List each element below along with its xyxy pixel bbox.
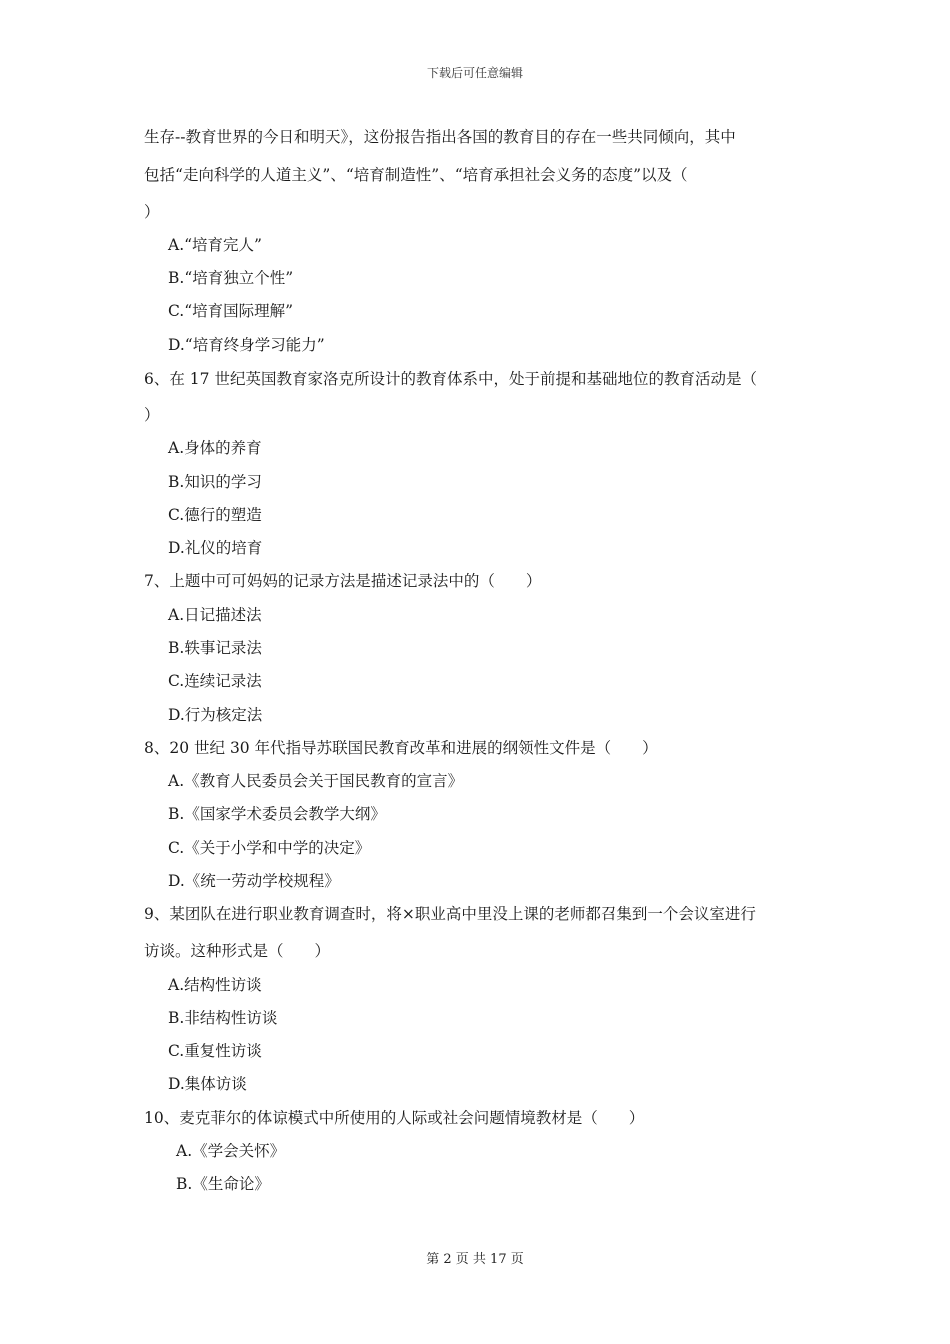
question-9: 9、某团队在进行职业教育调查时，将×职业高中里没上课的老师都召集到一个会议室进行 <box>144 905 756 923</box>
option-a: A.身体的养育 <box>168 439 262 457</box>
option-b: B.《国家学术委员会教学大纲》 <box>168 805 386 823</box>
option-d: D.行为核定法 <box>168 706 263 724</box>
question-9-continuation: 访谈。这种形式是（ ） <box>144 942 331 960</box>
question-8: 8、20 世纪 30 年代指导苏联国民教育改革和进展的纲领性文件是（ ） <box>144 739 658 757</box>
option-d: D.《统一劳动学校规程》 <box>168 872 340 890</box>
option-a: A.《教育人民委员会关于国民教育的宣言》 <box>168 772 464 790</box>
option-a: A.“培育完人” <box>168 236 262 254</box>
option-c: C.《关于小学和中学的决定》 <box>168 839 371 857</box>
option-c: C.连续记录法 <box>168 672 262 690</box>
option-a: A.结构性访谈 <box>168 976 262 994</box>
paragraph-line: 包括“走向科学的人道主义”、“培育制造性”、“培育承担社会义务的态度”以及（ <box>144 166 688 184</box>
option-a: A.《学会关怀》 <box>176 1142 286 1160</box>
option-b: B.轶事记录法 <box>168 639 262 657</box>
option-c: C.德行的塑造 <box>168 506 262 524</box>
question-10: 10、麦克菲尔的体谅模式中所使用的人际或社会问题情境教材是（ ） <box>144 1109 645 1127</box>
page-header: 下载后可任意编辑 <box>426 66 523 80</box>
paragraph-line: ） <box>144 203 160 221</box>
option-c: C.重复性访谈 <box>168 1042 262 1060</box>
question-7: 7、上题中可可妈妈的记录方法是描述记录法中的（ ） <box>144 572 542 590</box>
option-b: B.“培育独立个性” <box>168 269 294 287</box>
option-c: C.“培育国际理解” <box>168 302 294 320</box>
option-d: D.礼仪的培育 <box>168 539 263 557</box>
paragraph-line: 生存--教育世界的今日和明天》，这份报告指出各国的教育目的存在一些共同倾向，其中 <box>144 128 736 146</box>
option-b: B.《生命论》 <box>176 1175 270 1193</box>
question-6: 6、在 17 世纪英国教育家洛克所设计的教育体系中，处于前提和基础地位的教育活动是（ <box>144 370 757 388</box>
page-footer: 第 2 页 共 17 页 <box>426 1252 524 1267</box>
option-a: A.日记描述法 <box>168 606 262 624</box>
option-b: B.非结构性访谈 <box>168 1009 278 1027</box>
option-b: B.知识的学习 <box>168 473 262 491</box>
question-6-continuation: ） <box>144 406 160 424</box>
option-d: D.“培育终身学习能力” <box>168 336 325 354</box>
option-d: D.集体访谈 <box>168 1075 247 1093</box>
